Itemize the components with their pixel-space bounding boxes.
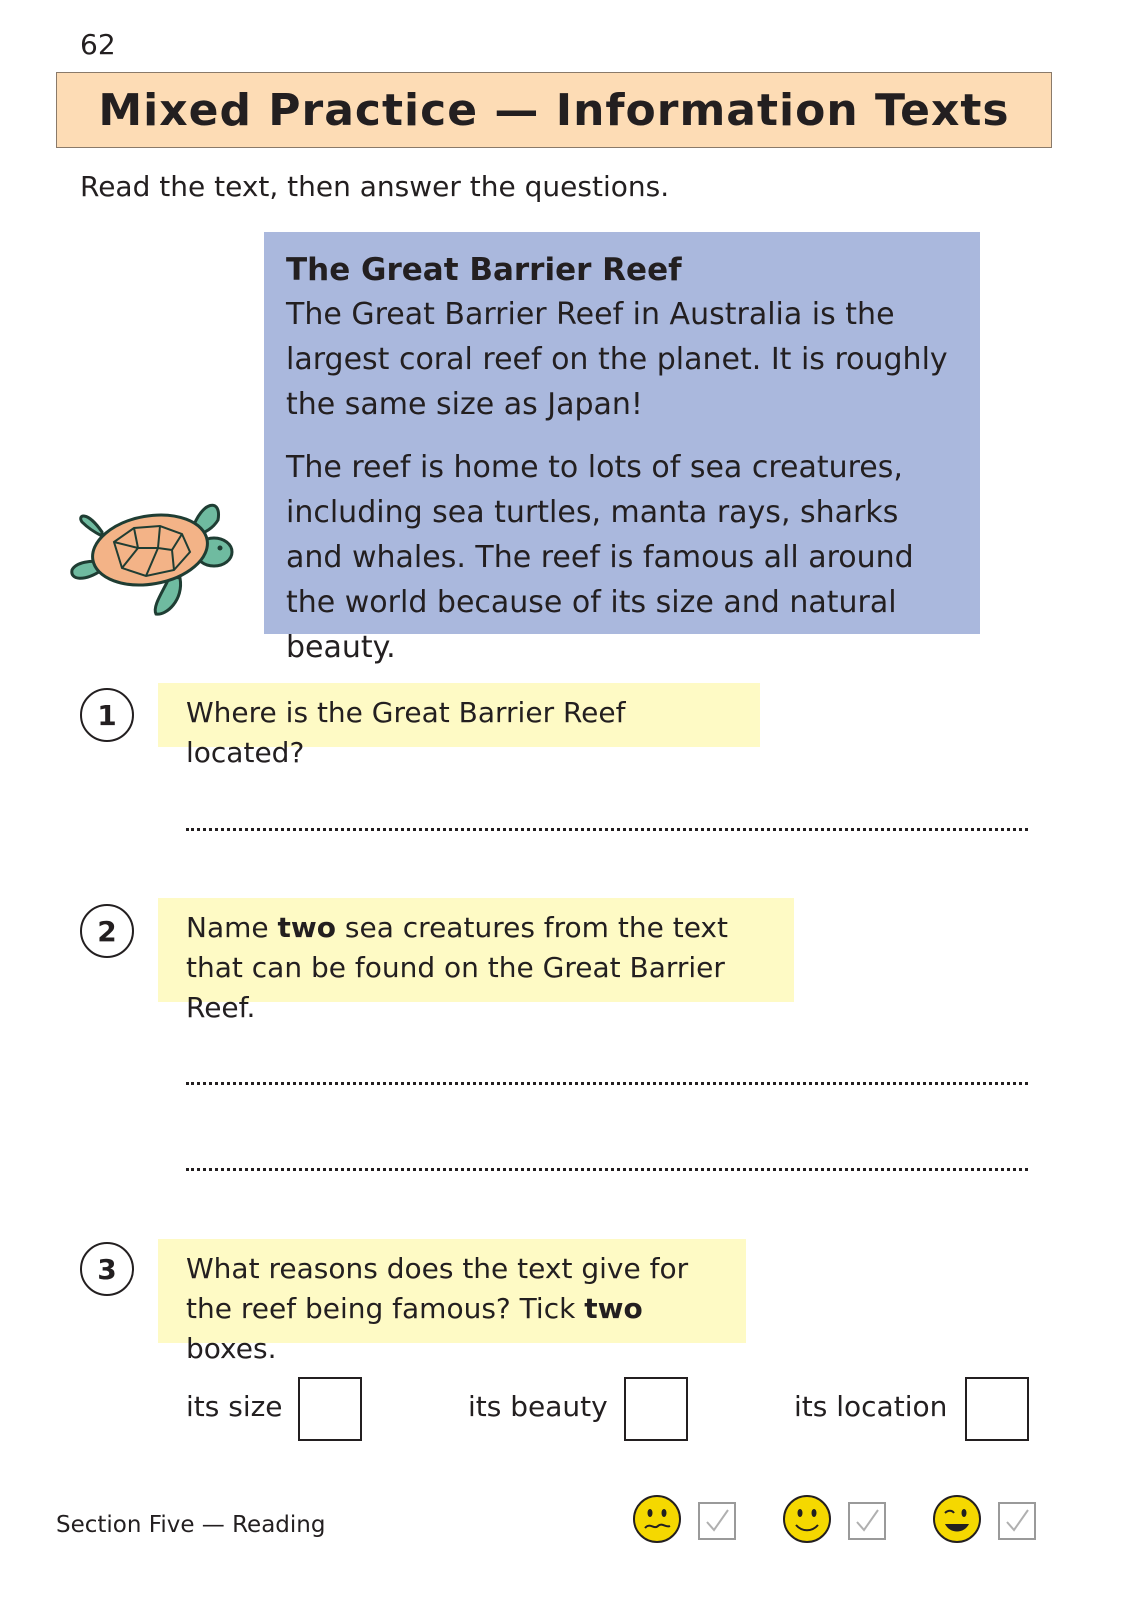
sea-turtle-illustration (62, 490, 238, 626)
passage-paragraph-1: The Great Barrier Reef in Australia is the largest coral reef on the planet. It is roughly the same size as Japan! (286, 297, 948, 422)
page-number: 62 (80, 28, 116, 61)
answer-line-2a[interactable] (186, 1082, 1028, 1085)
reading-passage (264, 232, 980, 665)
question-1-text: Where is the Great Barrier Reef located? (186, 696, 626, 769)
title-banner (56, 72, 1052, 148)
question-3-text-before: What reasons does the text give for the reef being famous? Tick (186, 1252, 689, 1325)
check-box-1[interactable] (698, 1502, 736, 1540)
winking-face-icon[interactable] (932, 1494, 982, 1544)
passage-paragraph-2: The reef is home to lots of sea creatures, including sea turtles, manta rays, sharks and whales. The reef is famous all around the world because of its size and natural beauty. (286, 450, 914, 665)
option-label-beauty: its beauty (468, 1390, 608, 1423)
footer-section-label: Section Five — Reading (56, 1512, 326, 1538)
option-checkbox-location[interactable] (965, 1377, 1029, 1441)
question-2-text-before: Name (186, 911, 278, 944)
answer-line-2b[interactable] (186, 1168, 1028, 1171)
option-checkbox-beauty[interactable] (624, 1377, 688, 1441)
check-icon (852, 1506, 882, 1536)
check-icon (1002, 1506, 1032, 1536)
question-2 (158, 898, 794, 1024)
option-checkbox-size[interactable] (298, 1377, 362, 1441)
check-icon (702, 1506, 732, 1536)
option-label-location: its location (794, 1390, 948, 1423)
question-3-emphasis: two (584, 1292, 643, 1325)
question-number-2: 2 (80, 904, 134, 958)
check-box-3[interactable] (998, 1502, 1036, 1540)
question-2-emphasis: two (277, 911, 337, 944)
page-title: Mixed Practice — Information Texts (98, 84, 1010, 136)
question-number-3: 3 (80, 1242, 134, 1296)
question-1 (158, 683, 760, 769)
answer-line-1[interactable] (186, 828, 1028, 831)
question-number-1: 1 (80, 688, 134, 742)
question-3-text-after: boxes. (186, 1332, 277, 1365)
unsure-face-icon[interactable] (632, 1494, 682, 1544)
smiling-face-icon[interactable] (782, 1494, 832, 1544)
question-3 (158, 1239, 746, 1365)
instructions: Read the text, then answer the questions. (80, 170, 670, 203)
passage-heading: The Great Barrier Reef (286, 252, 682, 288)
question-2-text-after: sea creatures from the text that can be found on the Great Barrier Reef. (186, 911, 728, 1024)
option-label-size: its size (186, 1390, 283, 1423)
check-box-2[interactable] (848, 1502, 886, 1540)
